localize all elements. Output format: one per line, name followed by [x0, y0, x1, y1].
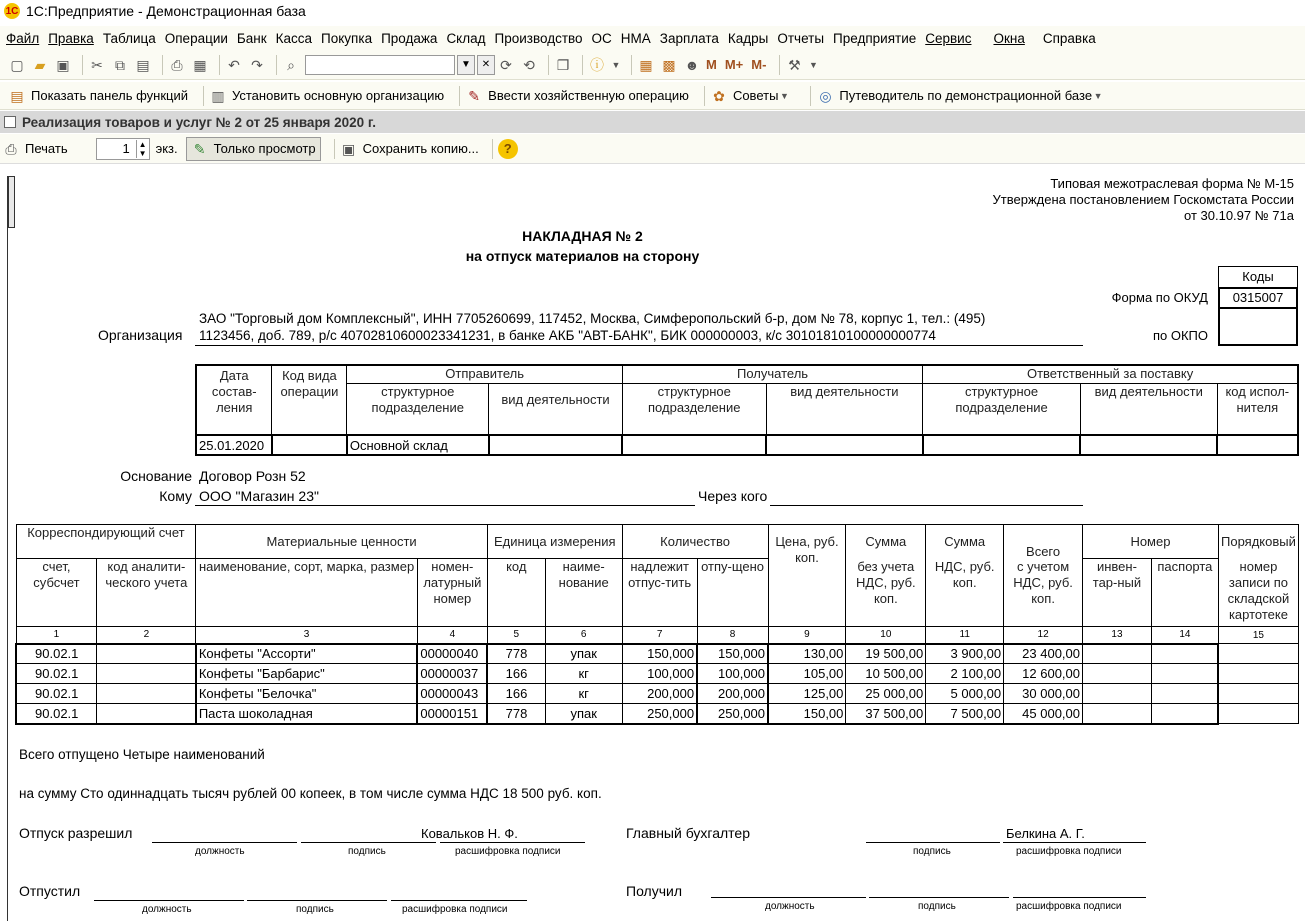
organization-line2: 1123456, доб. 789, р/с 40702810600023341231, в банке АКБ "АВТ-БАНК", БИК 000000003, к/с 30101810100000000774	[199, 328, 936, 343]
inventory-cell	[1083, 664, 1152, 684]
passport-cell	[1151, 664, 1218, 684]
account-cell: 90.02.1	[16, 684, 97, 704]
basis-label: Основание	[120, 468, 192, 484]
responsible-header: Ответственный за поставку	[923, 365, 1298, 383]
col-number: 15	[1218, 627, 1298, 644]
inventory-cell	[1083, 684, 1152, 704]
print-label: Печать	[25, 141, 68, 156]
analytic-cell	[97, 664, 196, 684]
total-cell: 30 000,00	[1004, 684, 1083, 704]
functions-toolbar	[0, 82, 1305, 110]
code-cell: 166	[487, 684, 545, 704]
copies-unit-label: экз.	[155, 141, 178, 156]
receiver-activity-header: вид деятельности	[766, 383, 923, 435]
sum-cell: 37 500,00	[846, 704, 926, 724]
menu-help[interactable]: Справка	[1042, 30, 1096, 46]
copies-stepper[interactable]	[96, 138, 150, 160]
inventory-header: инвен-тар-ный	[1083, 559, 1152, 627]
unit-cell: кг	[545, 684, 622, 704]
account-header: счет, субсчет	[16, 559, 97, 627]
table-row	[16, 644, 1299, 664]
released-by-signature-line	[247, 900, 387, 901]
items-table	[15, 524, 1299, 725]
vat-cell: 3 900,00	[926, 644, 1004, 664]
show-panel-label: Показать панель функций	[31, 88, 188, 103]
sum-cell: 10 500,00	[846, 664, 926, 684]
menu-bank[interactable]: Банк	[236, 30, 267, 46]
document-title: Реализация товаров и услуг № 2 от 25 января 2020 г.	[22, 114, 376, 130]
guide-button[interactable]	[816, 87, 1109, 105]
toolbar-separator	[276, 55, 277, 75]
print-icon[interactable]: ⎙	[171, 56, 183, 73]
users-icon[interactable]: ☻	[684, 56, 700, 73]
chief-accountant-signature-line	[866, 842, 1000, 843]
clear-search-icon[interactable]: ✕	[477, 55, 495, 75]
due-header: надлежит отпус-тить	[622, 559, 697, 627]
search-icon[interactable]: ⌕	[287, 56, 295, 73]
vat-cell: 5 000,00	[926, 684, 1004, 704]
toolbar-separator	[492, 139, 493, 159]
toolbar-separator	[219, 55, 220, 75]
window-title: 1С:Предприятие - Демонстрационная база	[26, 3, 306, 19]
account-cell: 90.02.1	[16, 664, 97, 684]
operation-icon: ✎	[468, 87, 481, 104]
menu-table[interactable]: Таблица	[102, 30, 156, 46]
menu-cash[interactable]: Касса	[275, 30, 313, 46]
inventory-cell	[1083, 644, 1152, 664]
form-subtitle: на отпуск материалов на сторону	[465, 248, 700, 264]
due-cell: 150,000	[622, 644, 697, 664]
col-number: 14	[1151, 627, 1218, 644]
date-header: Дата состав-ления	[196, 365, 272, 435]
col-number: 11	[926, 627, 1004, 644]
enter-operation-label: Ввести хозяйственную операцию	[488, 88, 689, 103]
calendar-icon[interactable]: ▩	[662, 56, 676, 73]
menu-warehouse[interactable]: Склад	[446, 30, 486, 46]
passport-cell	[1151, 644, 1218, 664]
menu-production[interactable]: Производство	[494, 30, 583, 46]
memory-plus-button[interactable]: М+	[724, 57, 744, 72]
copies-value: 1	[122, 141, 130, 156]
menu-file[interactable]: Файл	[6, 30, 40, 46]
document-toolbar	[0, 134, 1305, 164]
code-cell: 166	[487, 664, 545, 684]
signature-decode-caption: расшифровка подписи	[455, 846, 561, 857]
okpo-code-box	[1218, 308, 1298, 346]
cut-icon[interactable]: ✂	[91, 56, 103, 73]
basis-value: Договор Розн 52	[199, 468, 306, 484]
account-cell: 90.02.1	[16, 704, 97, 724]
executor-code-cell	[1217, 435, 1298, 455]
signature-caption: подпись	[296, 904, 334, 915]
toolbar-separator	[203, 86, 204, 106]
total-cell: 23 400,00	[1004, 644, 1083, 664]
unit-header: Единица измерения	[487, 525, 622, 559]
executor-code-header: код испол-нителя	[1217, 383, 1298, 435]
seq-cell	[1218, 704, 1298, 724]
save-copy-label: Сохранить копию...	[362, 141, 479, 156]
okud-label: Форма по ОКУД	[1111, 290, 1208, 305]
undo-icon[interactable]: ↶	[228, 56, 240, 73]
analytic-cell	[97, 684, 196, 704]
total-header-top: Всего	[1004, 525, 1083, 559]
vat-cell: 7 500,00	[926, 704, 1004, 724]
responsible-activity-header: вид деятельности	[1080, 383, 1217, 435]
receiver-header: Получатель	[622, 365, 922, 383]
signature-caption: подпись	[918, 901, 956, 912]
col-number: 8	[697, 627, 768, 644]
paste-icon[interactable]: ▤	[136, 56, 150, 73]
dropdown-arrow-icon: ▼	[1093, 90, 1103, 101]
released-cell: 250,000	[697, 704, 768, 724]
okud-code: 0315007	[1218, 287, 1298, 309]
total-cell: 12 600,00	[1004, 664, 1083, 684]
preview-icon[interactable]: ▦	[193, 56, 207, 73]
sum-cell: 19 500,00	[846, 644, 926, 664]
organization-icon: ▥	[211, 87, 225, 104]
date-cell: 25.01.2020	[196, 435, 272, 455]
vat-header-top: Сумма	[926, 525, 1004, 559]
released-by-position-line	[94, 900, 244, 901]
itemno-cell: 00000040	[417, 644, 487, 664]
name-cell: Паста шоколадная	[196, 704, 418, 724]
redo-icon[interactable]: ↷	[251, 56, 263, 73]
menu-hr[interactable]: Кадры	[727, 30, 769, 46]
code-cell: 778	[487, 644, 545, 664]
col-number: 1	[16, 627, 97, 644]
signature-caption: подпись	[913, 846, 951, 857]
col-number: 9	[768, 627, 846, 644]
sum-header-top: Сумма	[846, 525, 926, 559]
due-cell: 100,000	[622, 664, 697, 684]
enter-operation-button[interactable]	[465, 87, 689, 105]
name-header: наименование, сорт, марка, размер	[196, 559, 418, 627]
find-next-icon[interactable]: ⟳	[500, 56, 512, 73]
toolbar-separator	[631, 55, 632, 75]
received-by-name-line	[1013, 897, 1146, 898]
corr-account-header: Корреспондирующий счет	[16, 525, 196, 559]
col-number: 12	[1004, 627, 1083, 644]
menu-fixed-assets[interactable]: ОС	[591, 30, 612, 46]
price-cell: 150,00	[768, 704, 846, 724]
show-panel-button[interactable]	[8, 87, 188, 105]
release-allowed-name-line	[440, 842, 585, 843]
price-header: Цена, руб. коп.	[775, 534, 839, 565]
compass-icon: ◎	[819, 87, 832, 104]
print-button[interactable]	[2, 140, 68, 158]
signature-decode-caption: расшифровка подписи	[1016, 901, 1122, 912]
tips-button[interactable]	[710, 87, 795, 105]
release-allowed-label: Отпуск разрешил	[19, 825, 133, 841]
passport-cell	[1151, 704, 1218, 724]
receiver-unit-cell	[622, 435, 766, 455]
spinner-arrows-icon[interactable]: ▲ ▼	[136, 140, 147, 158]
view-only-label: Только просмотр	[213, 141, 316, 156]
seq-cell	[1218, 644, 1298, 664]
toolbar-separator	[704, 86, 705, 106]
save-icon: ▣	[341, 140, 356, 157]
price-header-top	[768, 525, 846, 627]
sender-activity-header: вид деятельности	[489, 383, 623, 435]
unitname-header: наиме-нование	[545, 559, 622, 627]
toolbar-separator	[459, 86, 460, 106]
tips-label: Советы	[732, 88, 779, 103]
menu-reports[interactable]: Отчеты	[777, 30, 825, 46]
organization-label: Организация	[98, 327, 183, 343]
menu-bar	[0, 26, 1305, 50]
passport-header: паспорта	[1151, 559, 1218, 627]
quantity-header: Количество	[622, 525, 768, 559]
col-number: 3	[196, 627, 418, 644]
sender-activity-cell	[489, 435, 623, 455]
col-number: 6	[545, 627, 622, 644]
set-organization-label: Установить основную организацию	[231, 88, 445, 103]
table-row	[16, 664, 1299, 684]
codes-header: Коды	[1218, 266, 1298, 288]
code-header: код	[487, 559, 545, 627]
menu-edit[interactable]: Правка	[48, 30, 94, 46]
to-label: Кому	[159, 488, 192, 504]
analytic-header: код аналити-ческого учета	[97, 559, 196, 627]
copy-icon[interactable]: ⧉	[115, 56, 125, 73]
code-cell: 778	[487, 704, 545, 724]
menu-intangibles[interactable]: НМА	[620, 30, 651, 46]
calculator-icon[interactable]: ▦	[639, 56, 653, 73]
seq-cell	[1218, 684, 1298, 704]
title-bar	[0, 0, 1305, 22]
document-window-icon	[4, 116, 16, 128]
windows-icon[interactable]: ❐	[556, 56, 570, 73]
organization-underline	[195, 345, 1083, 346]
sum-cell: 25 000,00	[846, 684, 926, 704]
inventory-cell	[1083, 704, 1152, 724]
menu-enterprise[interactable]: Предприятие	[833, 30, 917, 46]
itemno-cell: 00000043	[417, 684, 487, 704]
signature-decode-caption: расшифровка подписи	[402, 904, 508, 915]
table-row	[16, 704, 1299, 724]
save-copy-button[interactable]	[340, 140, 479, 158]
name-cell: Конфеты "Белочка"	[196, 684, 418, 704]
form-approval-line: Утверждена постановлением Госкомстата России	[992, 192, 1294, 207]
save-icon[interactable]: ▣	[56, 56, 70, 73]
col-number: 10	[846, 627, 926, 644]
sender-unit-header: структурное подразделение	[347, 383, 489, 435]
number-header: Номер	[1083, 525, 1219, 559]
seq-header-sub: номер записи по складской картотеке	[1218, 559, 1298, 627]
dropdown-arrow-icon: ▼	[779, 90, 789, 101]
document-window-title	[0, 111, 1305, 133]
chief-accountant-name-line	[1003, 842, 1146, 843]
table-row	[16, 684, 1299, 704]
vertical-scrollbar[interactable]	[8, 176, 15, 228]
released-cell: 200,000	[697, 684, 768, 704]
analytic-cell	[97, 704, 196, 724]
find-prev-icon[interactable]: ⟲	[523, 56, 535, 73]
received-by-position-line	[711, 897, 866, 898]
new-document-icon[interactable]: ▢	[10, 56, 24, 73]
col-number: 2	[97, 627, 196, 644]
memory-minus-button[interactable]: М-	[751, 57, 767, 72]
via-underline	[770, 505, 1083, 506]
col-number: 7	[622, 627, 697, 644]
name-cell: Конфеты "Барбарис"	[196, 664, 418, 684]
col-number: 4	[417, 627, 487, 644]
responsible-activity-cell	[1080, 435, 1217, 455]
menu-salary[interactable]: Зарплата	[659, 30, 719, 46]
header-table	[195, 364, 1299, 456]
menu-sales[interactable]: Продажа	[381, 30, 438, 46]
vat-header-sub: НДС, руб. коп.	[926, 559, 1004, 627]
toolbar-separator	[779, 55, 780, 75]
released-by-label: Отпустил	[19, 883, 81, 899]
chief-accountant-label: Главный бухгалтер	[626, 825, 750, 841]
organization-line1: ЗАО "Торговый дом Комплексный", ИНН 7705260699, 117452, Москва, Симферопольский б-р, дом № 78, корпус 1, тел.: (495)	[199, 311, 986, 326]
opcode-header: Код вида операции	[272, 365, 347, 435]
menu-operations[interactable]: Операции	[164, 30, 228, 46]
position-caption: должность	[765, 901, 815, 912]
toolbar-separator	[162, 55, 163, 75]
seq-cell	[1218, 664, 1298, 684]
tips-icon: ✿	[713, 87, 725, 104]
unit-cell: упак	[545, 704, 622, 724]
total-sum-text: на сумму Сто одиннадцать тысяч рублей 00 копеек, в том числе сумма НДС 18 500 руб. коп.	[19, 786, 602, 801]
main-toolbar	[0, 50, 1305, 80]
responsible-unit-header: структурное подразделение	[923, 383, 1081, 435]
to-value: ООО "Магазин 23"	[199, 488, 319, 504]
toolbar-separator	[82, 55, 83, 75]
total-cell: 45 000,00	[1004, 704, 1083, 724]
due-cell: 200,000	[622, 684, 697, 704]
account-cell: 90.02.1	[16, 644, 97, 664]
price-cell: 125,00	[768, 684, 846, 704]
search-dropdown-icon[interactable]: ▼	[457, 55, 475, 75]
menu-windows[interactable]: Окна	[993, 30, 1025, 46]
set-organization-button[interactable]	[209, 87, 444, 105]
opcode-cell	[272, 435, 347, 455]
to-underline	[195, 505, 695, 506]
signature-caption: подпись	[348, 846, 386, 857]
receiver-unit-header: структурное подразделение	[622, 383, 766, 435]
sheet-left-border	[7, 176, 8, 921]
chief-accountant-name: Белкина А. Г.	[1006, 826, 1085, 841]
release-allowed-position-line	[152, 842, 297, 843]
sender-unit-cell: Основной склад	[347, 435, 489, 455]
dropdown-arrow-icon[interactable]: ▼	[611, 59, 621, 70]
menu-service[interactable]: Сервис	[925, 30, 972, 46]
panel-icon: ▤	[10, 87, 24, 104]
released-header: отпу-щено	[697, 559, 768, 627]
print-icon: ⎙	[5, 140, 17, 157]
signature-decode-caption: расшифровка подписи	[1016, 846, 1122, 857]
via-label: Через кого	[698, 488, 768, 504]
col-number: 5	[487, 627, 545, 644]
menu-purchase[interactable]: Покупка	[321, 30, 373, 46]
toolbar-separator	[810, 86, 811, 106]
release-allowed-signature-line	[301, 842, 436, 843]
materials-header: Материальные ценности	[196, 525, 488, 559]
position-caption: должность	[142, 904, 192, 915]
info-icon[interactable]: ⓘ	[590, 56, 604, 73]
analytic-cell	[97, 644, 196, 664]
total-header-sub: с учетом НДС, руб. коп.	[1004, 559, 1083, 627]
receiver-activity-cell	[766, 435, 923, 455]
responsible-unit-cell	[923, 435, 1081, 455]
itemno-header: номен-латурный номер	[417, 559, 487, 627]
dropdown-arrow-icon[interactable]: ▼	[808, 59, 818, 70]
received-by-signature-line	[869, 897, 1009, 898]
total-items-text: Всего отпущено Четыре наименований	[19, 747, 265, 762]
seq-header: Порядковый	[1218, 525, 1298, 559]
vat-cell: 2 100,00	[926, 664, 1004, 684]
received-by-label: Получил	[626, 883, 682, 899]
passport-cell	[1151, 684, 1218, 704]
col-number: 13	[1083, 627, 1152, 644]
unit-cell: кг	[545, 664, 622, 684]
form-date-line: от 30.10.97 № 71а	[1184, 208, 1294, 223]
toolbar-separator	[582, 55, 583, 75]
help-icon[interactable]: ?	[498, 139, 518, 159]
tools-icon[interactable]: ⚒	[788, 56, 801, 73]
released-cell: 150,000	[697, 644, 768, 664]
name-cell: Конфеты "Ассорти"	[196, 644, 418, 664]
view-only-toggle[interactable]	[186, 137, 321, 161]
form-title: НАКЛАДНАЯ № 2	[522, 228, 643, 244]
search-input[interactable]	[305, 55, 455, 75]
toolbar-separator	[334, 139, 335, 159]
price-cell: 105,00	[768, 664, 846, 684]
toolbar-separator	[548, 55, 549, 75]
guide-label: Путеводитель по демонстрационной базе	[839, 88, 1093, 103]
memory-button[interactable]: М	[706, 57, 717, 72]
unit-cell: упак	[545, 644, 622, 664]
form-type-line: Типовая межотраслевая форма № М-15	[1050, 176, 1294, 191]
view-only-icon: ✎	[193, 140, 206, 157]
itemno-cell: 00000151	[417, 704, 487, 724]
position-caption: должность	[195, 846, 245, 857]
app-logo-icon: 1С	[4, 3, 20, 19]
open-folder-icon[interactable]: ▰	[34, 56, 46, 73]
sum-header-sub: без учета НДС, руб. коп.	[846, 559, 926, 627]
release-allowed-name: Ковальков Н. Ф.	[421, 826, 518, 841]
due-cell: 250,000	[622, 704, 697, 724]
okpo-label: по ОКПО	[1152, 328, 1208, 343]
price-cell: 130,00	[768, 644, 846, 664]
released-by-name-line	[391, 900, 527, 901]
released-cell: 100,000	[697, 664, 768, 684]
itemno-cell: 00000037	[417, 664, 487, 684]
sender-header: Отправитель	[347, 365, 622, 383]
